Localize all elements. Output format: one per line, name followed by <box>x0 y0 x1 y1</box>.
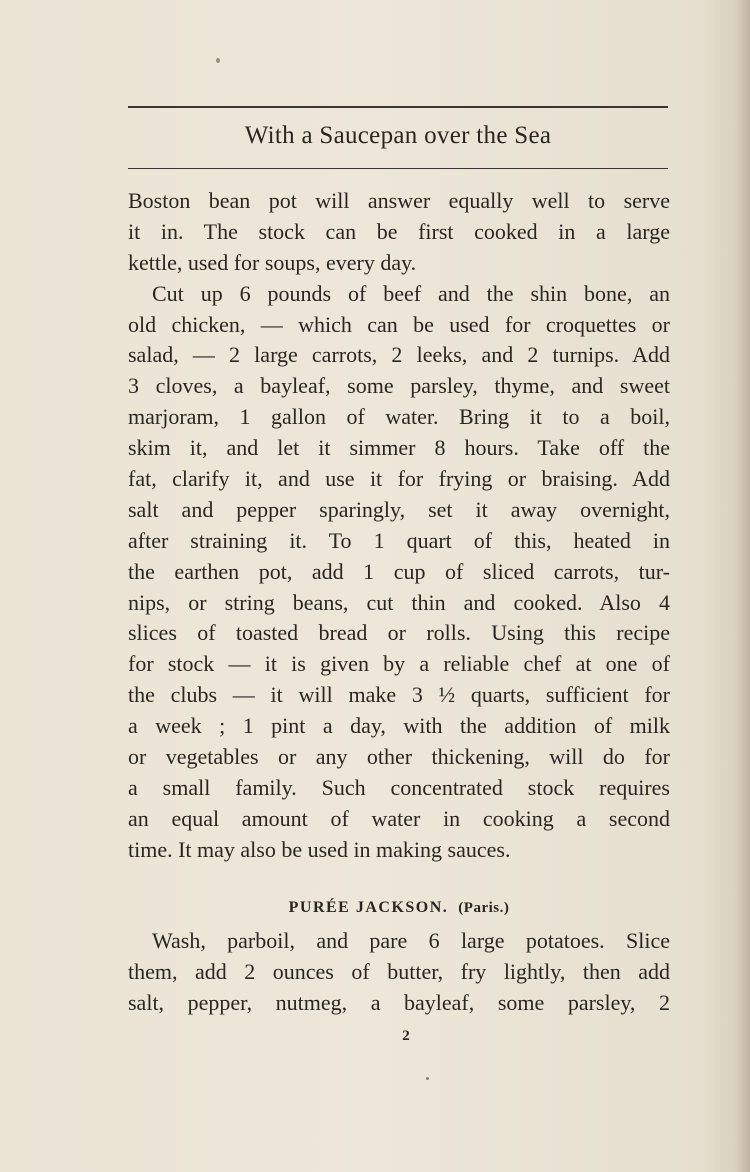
text-line: an equal amount of water in cooking a second <box>128 805 670 831</box>
text-line: Cut up 6 pounds of beef and the shin bone, an <box>152 280 670 306</box>
recipe-title: PURÉE JACKSON. <box>288 899 449 916</box>
recipe-text <box>128 926 670 1019</box>
text-line: for stock — it is given by a reliable chef at one of <box>128 651 670 677</box>
page-number: 2 <box>402 1028 410 1044</box>
text-line: a week ; 1 pint a day, with the addition of milk <box>128 713 670 739</box>
text-line: after straining it. To 1 quart of this, heated in <box>128 527 670 553</box>
text-line: Wash, parboil, and pare 6 large potatoes. Slice <box>152 928 670 953</box>
text-line: time. It may also be used in making sauces. <box>128 836 511 862</box>
text-line: a small family. Such concentrated stock requires <box>128 774 670 800</box>
text-line: nips, or string beans, cut thin and cooked. Also 4 <box>128 589 670 615</box>
recipe-origin: (Paris.) <box>458 900 510 916</box>
text-line: slices of toasted bread or rolls. Using this recipe <box>128 620 670 646</box>
text-line: 3 cloves, a bayleaf, some parsley, thyme, and sweet <box>128 373 670 399</box>
header-rule-top <box>128 106 668 108</box>
text-line: it in. The stock can be first cooked in a large <box>128 218 670 244</box>
recipe-heading <box>128 896 670 920</box>
text-line: the clubs — it will make 3 ½ quarts, sufficient for <box>128 682 670 708</box>
text-line: salt, pepper, nutmeg, a bayleaf, some parsley, 2 <box>128 989 670 1015</box>
text-line: salad, — 2 large carrots, 2 leeks, and 2 turnips. Add <box>128 342 670 368</box>
text-line: marjoram, 1 gallon of water. Bring it to a boil, <box>128 404 670 430</box>
paper-speck <box>426 1077 429 1080</box>
header-rule-bottom <box>128 168 668 169</box>
text-line: them, add 2 ounces of butter, fry lightly, then add <box>128 958 670 984</box>
text-line: salt and pepper sparingly, set it away overnight, <box>128 496 670 522</box>
text-line: fat, clarify it, and use it for frying or braising. Add <box>128 466 670 492</box>
page-edge-shadow <box>736 0 750 1172</box>
text-line: old chicken, — which can be used for croquettes or <box>128 311 670 337</box>
text-line: or vegetables or any other thickening, will do for <box>128 744 670 770</box>
running-head: With a Saucepan over the Sea <box>244 122 552 149</box>
main-text <box>128 186 670 866</box>
text-line: Boston bean pot will answer equally well to serve <box>128 188 670 213</box>
text-line: skim it, and let it simmer 8 hours. Take off the <box>128 435 670 461</box>
text-line: the earthen pot, add 1 cup of sliced carrots, tur- <box>128 558 670 584</box>
paper-speck <box>216 58 220 63</box>
text-line: kettle, used for soups, every day. <box>128 249 417 275</box>
